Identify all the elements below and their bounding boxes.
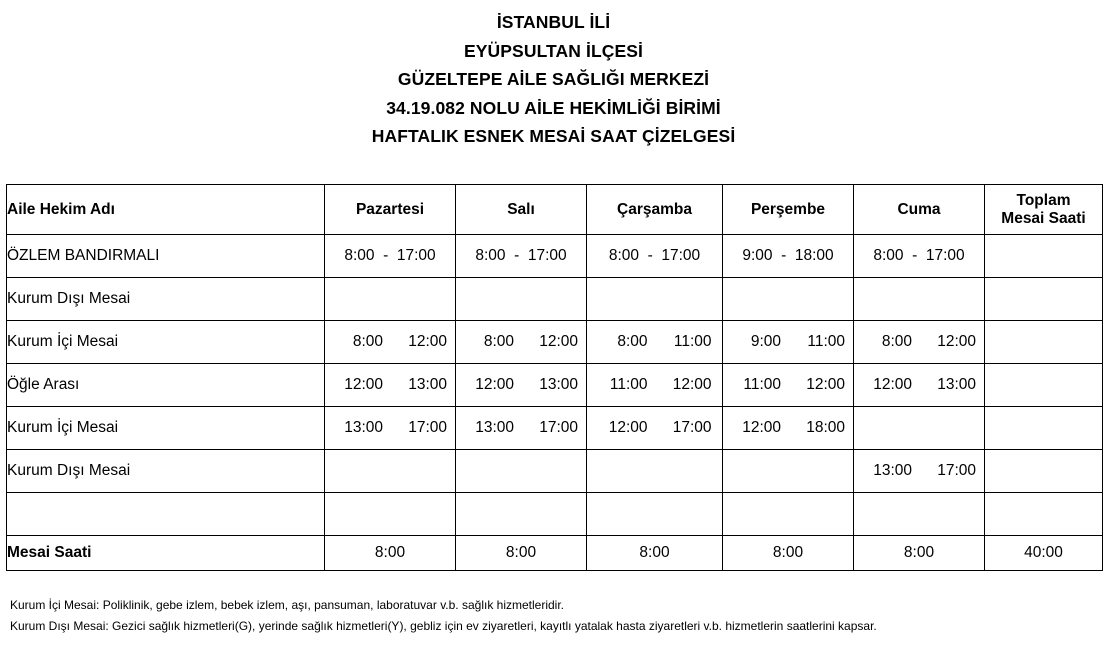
row-total-cell <box>985 364 1103 407</box>
schedule-table <box>6 184 1103 571</box>
row-label: Kurum Dışı Mesai <box>7 450 325 493</box>
header-day-wednesday: Çarşamba <box>587 185 723 235</box>
time-cell-monday <box>325 450 456 493</box>
row-total-cell <box>985 493 1103 536</box>
end-time: 17:00 <box>672 419 712 436</box>
end-time: 11:00 <box>807 333 845 350</box>
time-cell-wednesday <box>587 407 723 450</box>
start-time: 13:00 <box>344 419 383 436</box>
end-time: 17:00 <box>539 419 578 436</box>
time-cell-thursday <box>723 450 854 493</box>
end-time: 12:00 <box>937 333 976 350</box>
start-time: 8:00 <box>881 333 912 350</box>
time-cell-tuesday <box>456 407 587 450</box>
table-row <box>7 450 1103 493</box>
time-cell-thursday <box>723 278 854 321</box>
header-total-line1: Toplam <box>1016 191 1071 209</box>
start-time: 9:00 <box>750 333 781 350</box>
time-cell-friday <box>854 321 985 364</box>
time-cell-thursday <box>723 321 854 364</box>
summary-thursday: 8:00 <box>723 536 854 571</box>
end-time: 17:00 <box>937 462 976 479</box>
start-time: 13:00 <box>873 462 912 479</box>
row-total-cell <box>985 321 1103 364</box>
summary-monday: 8:00 <box>325 536 456 571</box>
time-cell-friday <box>854 450 985 493</box>
time-cell-wednesday <box>587 493 723 536</box>
time-cell-wednesday <box>587 450 723 493</box>
time-cell-tuesday <box>456 493 587 536</box>
time-cell-friday <box>854 407 985 450</box>
title-province: İSTANBUL İLİ <box>496 12 611 32</box>
table-row <box>7 407 1103 450</box>
time-cell-tuesday <box>456 321 587 364</box>
start-time: 11:00 <box>609 376 648 393</box>
time-cell-friday <box>854 493 985 536</box>
start-time: 12:00 <box>475 376 514 393</box>
end-time: 18:00 <box>806 419 845 436</box>
header-day-thursday: Perşembe <box>723 185 854 235</box>
doctor-range-thursday: 9:00 - 18:00 <box>723 235 854 278</box>
end-time: 13:00 <box>408 376 447 393</box>
doctor-range-wednesday: 8:00 - 17:00 <box>587 235 723 278</box>
time-cell-wednesday <box>587 364 723 407</box>
table-row <box>7 364 1103 407</box>
time-cell-monday <box>325 321 456 364</box>
title-district: EYÜPSULTAN İLÇESİ <box>464 40 643 61</box>
row-label: Kurum Dışı Mesai <box>7 278 325 321</box>
time-cell-friday <box>854 364 985 407</box>
document-header <box>0 8 1107 151</box>
footnote-external: Kurum Dışı Mesai: Gezici sağlık hizmetleri(G), yerinde sağlık hizmetleri(Y), gebliz için ev ziyaretleri, kayıtlı yatalak hasta ziyaretleri v.b. hizmetlerin saatlerini kapsar. <box>10 619 877 633</box>
time-cell-thursday <box>723 364 854 407</box>
time-cell-thursday <box>723 493 854 536</box>
title-unit: 34.19.082 NOLU AİLE HEKİMLİĞİ BİRİMİ <box>386 97 721 118</box>
table-row <box>7 493 1103 536</box>
footnote-internal: Kurum İçi Mesai: Poliklinik, gebe izlem, bebek izlem, aşı, pansuman, laboratuvar v.b. sağlık hizmetleridir. <box>10 598 565 612</box>
end-time: 12:00 <box>539 333 578 350</box>
start-time: 12:00 <box>873 376 912 393</box>
table-row <box>7 321 1103 364</box>
header-total-line2: Mesai Saati <box>1001 209 1086 227</box>
end-time: 12:00 <box>672 376 712 393</box>
footnotes <box>10 595 877 637</box>
time-cell-thursday <box>723 407 854 450</box>
summary-wednesday: 8:00 <box>587 536 723 571</box>
time-cell-monday <box>325 364 456 407</box>
start-time: 12:00 <box>608 419 648 436</box>
time-cell-friday <box>854 278 985 321</box>
end-time: 11:00 <box>673 333 712 350</box>
time-cell-monday <box>325 407 456 450</box>
summary-label: Mesai Saati <box>7 536 325 571</box>
time-cell-monday <box>325 493 456 536</box>
start-time: 13:00 <box>475 419 514 436</box>
summary-row <box>7 536 1103 571</box>
header-day-friday: Cuma <box>854 185 985 235</box>
time-cell-tuesday <box>456 450 587 493</box>
start-time: 8:00 <box>483 333 514 350</box>
row-label <box>7 493 325 536</box>
end-time: 17:00 <box>408 419 447 436</box>
doctor-range-friday: 8:00 - 17:00 <box>854 235 985 278</box>
start-time: 11:00 <box>743 376 781 393</box>
time-cell-wednesday <box>587 321 723 364</box>
title-health-center: GÜZELTEPE AİLE SAĞLIĞI MERKEZİ <box>397 69 710 90</box>
time-cell-tuesday <box>456 278 587 321</box>
header-row <box>7 185 1103 235</box>
row-label: Kurum İçi Mesai <box>7 407 325 450</box>
end-time: 13:00 <box>937 376 976 393</box>
doctor-range-tuesday: 8:00 - 17:00 <box>456 235 587 278</box>
doctor-range-monday: 8:00 - 17:00 <box>325 235 456 278</box>
start-time: 8:00 <box>617 333 648 350</box>
start-time: 12:00 <box>742 419 781 436</box>
header-day-tuesday: Salı <box>456 185 587 235</box>
row-label: Öğle Arası <box>7 364 325 407</box>
start-time: 12:00 <box>344 376 383 393</box>
row-total-cell <box>985 407 1103 450</box>
doctor-name: ÖZLEM BANDIRMALI <box>7 235 325 278</box>
time-cell-tuesday <box>456 364 587 407</box>
row-label: Kurum İçi Mesai <box>7 321 325 364</box>
summary-total: 40:00 <box>985 536 1103 571</box>
time-cell-monday <box>325 278 456 321</box>
end-time: 12:00 <box>408 333 447 350</box>
header-day-monday: Pazartesi <box>325 185 456 235</box>
time-cell-wednesday <box>587 278 723 321</box>
table-row <box>7 278 1103 321</box>
end-time: 12:00 <box>806 376 845 393</box>
end-time: 13:00 <box>539 376 578 393</box>
title-schedule: HAFTALIK ESNEK MESAİ SAAT ÇİZELGESİ <box>371 126 736 147</box>
summary-tuesday: 8:00 <box>456 536 587 571</box>
summary-friday: 8:00 <box>854 536 985 571</box>
header-total-hours <box>985 185 1103 235</box>
header-doctor-name: Aile Hekim Adı <box>7 185 325 235</box>
doctor-total-cell <box>985 235 1103 278</box>
row-total-cell <box>985 450 1103 493</box>
doctor-row <box>7 235 1103 278</box>
detail-rows <box>7 278 1103 536</box>
start-time: 8:00 <box>352 333 383 350</box>
row-total-cell <box>985 278 1103 321</box>
